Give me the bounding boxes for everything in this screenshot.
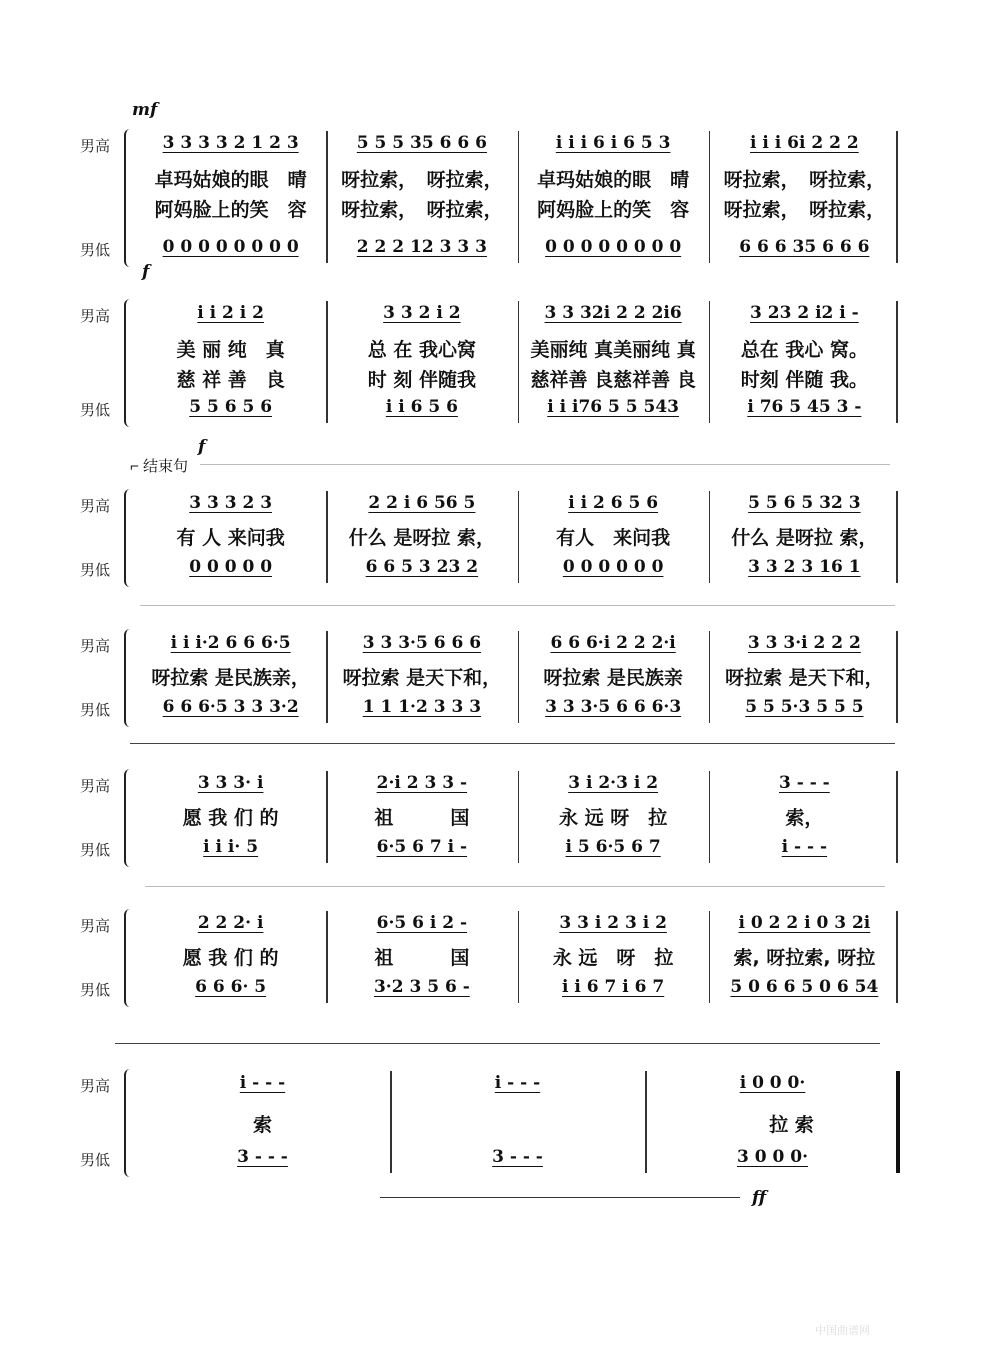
- lyrics1-row: [135, 1110, 900, 1137]
- measure: [135, 977, 326, 997]
- jianpu-notes: i i 6 7 i 6 7: [562, 977, 665, 997]
- jianpu-notes: 5 5 5 35 6 6 6: [356, 133, 487, 153]
- measure: [518, 837, 709, 857]
- lyric-text: 呀拉索， 呀拉索，: [341, 169, 503, 191]
- measure: [709, 237, 900, 257]
- jianpu-notes: 0 0 0 0 0 0 0 0: [545, 237, 682, 257]
- measure: [709, 335, 900, 362]
- lyric-text: 呀拉索 是民族亲，: [151, 667, 310, 689]
- measure: [709, 397, 900, 417]
- part-label-lower: 男低: [80, 702, 111, 719]
- barline: [326, 771, 328, 863]
- coda-line: [200, 464, 890, 465]
- jianpu-notes: 3 3 2 i 2: [383, 303, 461, 323]
- jianpu-notes: i - - -: [494, 1073, 541, 1093]
- measure: [709, 803, 900, 830]
- jianpu-notes: 0 0 0 0 0 0 0 0: [162, 237, 299, 257]
- measure: [518, 773, 709, 793]
- measure: [645, 1110, 900, 1137]
- lyric-text: 阿妈脸上的笑 容: [154, 199, 307, 221]
- measure: [709, 303, 900, 323]
- system-3: [80, 485, 900, 585]
- coda-label: ⌐ 结束句: [130, 458, 188, 475]
- system-2: [80, 295, 900, 425]
- system-7: [80, 1065, 900, 1175]
- measure: [709, 663, 900, 690]
- measure: [709, 633, 900, 653]
- measure: [326, 697, 517, 717]
- measure: [326, 133, 517, 153]
- measure: [709, 773, 900, 793]
- jianpu-notes: i i 2 6 5 6: [568, 493, 659, 513]
- lyric-text: 祖 国: [374, 947, 470, 969]
- barline: [709, 631, 711, 723]
- system-bracket: [124, 909, 132, 1007]
- part-label-lower: 男低: [80, 842, 111, 859]
- measure: [709, 977, 900, 997]
- part-label-upper: 男高: [80, 918, 111, 935]
- system-bracket: [124, 299, 132, 427]
- measure: [518, 335, 709, 362]
- measure: [518, 943, 709, 970]
- measure: [135, 557, 326, 577]
- lyric-text: 呀拉索， 呀拉索，: [341, 199, 503, 221]
- system-bracket: [124, 129, 132, 267]
- upper-row: [135, 1073, 900, 1093]
- system-bracket: [124, 769, 132, 867]
- jianpu-notes: 3 3 i 2 3 i 2: [559, 913, 667, 933]
- barline: [326, 631, 328, 723]
- barline: [896, 1071, 900, 1173]
- system-1: [80, 125, 900, 265]
- measure: [709, 837, 900, 857]
- lyric-text: 总在 我心 窝。: [740, 339, 868, 361]
- jianpu-notes: 3 3 3·5 6 6 6: [362, 633, 482, 653]
- jianpu-notes: 3 3 3 2 3: [189, 493, 273, 513]
- barline: [326, 491, 328, 583]
- measure: [326, 977, 517, 997]
- jianpu-notes: 1 1 1·2 3 3 3: [362, 697, 482, 717]
- lyric-text: 有人 来问我: [556, 527, 671, 549]
- jianpu-notes: i - - -: [239, 1073, 286, 1093]
- measure: [326, 663, 517, 690]
- measure: [135, 237, 326, 257]
- barline: [896, 631, 898, 723]
- measure: [645, 1073, 900, 1093]
- measure: [709, 557, 900, 577]
- barline: [518, 301, 520, 423]
- lyric-text: 愿 我 们 的: [182, 807, 279, 829]
- jianpu-notes: 0 0 0 0 0: [189, 557, 273, 577]
- jianpu-notes: 6 6 6·5 3 3 3·2: [162, 697, 299, 717]
- measure: [135, 133, 326, 153]
- measure: [135, 943, 326, 970]
- lyric-text: 慈祥善 良慈祥善 良: [530, 369, 696, 391]
- measure: [709, 165, 900, 192]
- lyric-text: 总 在 我心窝: [367, 339, 476, 361]
- jianpu-notes: 3 3 32i 2 2 2i6: [544, 303, 682, 323]
- measure: [135, 523, 326, 550]
- jianpu-notes: i 76 5 45 3 -: [747, 397, 862, 417]
- measure: [709, 493, 900, 513]
- jianpu-notes: i - - -: [781, 837, 828, 857]
- measure: [709, 943, 900, 970]
- measure: [518, 633, 709, 653]
- barline: [709, 131, 711, 263]
- measure: [709, 523, 900, 550]
- system-6: [80, 905, 900, 1005]
- measure: [326, 493, 517, 513]
- lyric-text: 美丽纯 真美丽纯 真: [530, 339, 696, 361]
- measure: [135, 397, 326, 417]
- jianpu-notes: 3 3 2 3 16 1: [748, 557, 861, 577]
- measure: [390, 1110, 645, 1137]
- jianpu-notes: 3 3 3·i 2 2 2: [747, 633, 861, 653]
- measure: [326, 365, 517, 392]
- barline: [896, 771, 898, 863]
- system-bracket: [124, 1069, 132, 1177]
- dynamic-ff: ff: [752, 1188, 767, 1208]
- part-label-upper: 男高: [80, 138, 111, 155]
- measure: [326, 335, 517, 362]
- measure: [326, 303, 517, 323]
- dynamic-f-1: f: [142, 262, 150, 282]
- barline: [518, 491, 520, 583]
- measure: [326, 803, 517, 830]
- measure: [390, 1147, 645, 1167]
- measure: [135, 697, 326, 717]
- divider: [145, 886, 885, 887]
- lyric-text: 呀拉索， 呀拉索，: [723, 199, 886, 221]
- lyric-text: 呀拉索， 呀拉索，: [723, 169, 886, 191]
- jianpu-notes: 5 0 6 6 5 0 6 54: [730, 977, 879, 997]
- jianpu-notes: 5 5 5·3 5 5 5: [745, 697, 864, 717]
- measure: [518, 697, 709, 717]
- measure: [135, 165, 326, 192]
- measure: [135, 335, 326, 362]
- measure: [135, 633, 326, 653]
- lyric-text: 呀拉索 是民族亲: [543, 667, 683, 689]
- jianpu-notes: 3 - - -: [492, 1147, 543, 1167]
- measure: [518, 165, 709, 192]
- jianpu-notes: i 0 2 2 i 0 3 2i: [738, 913, 871, 933]
- barline: [326, 131, 328, 263]
- measure: [518, 493, 709, 513]
- barline: [518, 911, 520, 1003]
- jianpu-notes: 3 0 0 0·: [737, 1147, 808, 1167]
- part-label-upper: 男高: [80, 1078, 111, 1095]
- part-label-lower: 男低: [80, 242, 111, 259]
- lyric-text: 卓玛姑娘的眼 晴: [154, 169, 307, 191]
- measure: [709, 365, 900, 392]
- divider: [140, 605, 895, 606]
- dynamic-mf: mf: [132, 100, 158, 120]
- measure: [709, 133, 900, 153]
- part-label-upper: 男高: [80, 308, 111, 325]
- crescendo-line: [380, 1197, 740, 1198]
- lyric-text: 永 远 呀 拉: [552, 947, 674, 969]
- jianpu-notes: 3 3 3 3 2 1 2 3: [162, 133, 299, 153]
- jianpu-notes: 6·5 6 i 2 -: [376, 913, 468, 933]
- measure: [326, 943, 517, 970]
- system-bracket: [124, 629, 132, 727]
- jianpu-notes: i i i 6 i 6 5 3: [555, 133, 671, 153]
- lyric-text: 卓玛姑娘的眼 晴: [537, 169, 690, 191]
- jianpu-notes: i 0 0 0·: [739, 1073, 806, 1093]
- barline: [518, 631, 520, 723]
- measure: [135, 837, 326, 857]
- measure: [518, 523, 709, 550]
- system-bracket: [124, 489, 132, 587]
- measure: [326, 237, 517, 257]
- lyric-text: 愿 我 们 的: [182, 947, 279, 969]
- measure: [518, 913, 709, 933]
- lyric-text: 拉 索: [731, 1114, 814, 1136]
- lower-row: [135, 1147, 900, 1167]
- part-label-lower: 男低: [80, 402, 111, 419]
- barline: [518, 771, 520, 863]
- jianpu-notes: 6 6 6·i 2 2 2·i: [550, 633, 676, 653]
- measure: [135, 1147, 390, 1167]
- measure: [645, 1147, 900, 1167]
- jianpu-notes: i i 6 5 6: [385, 397, 458, 417]
- measure: [709, 195, 900, 222]
- measure: [518, 977, 709, 997]
- measure: [518, 133, 709, 153]
- barline: [709, 771, 711, 863]
- measure: [709, 913, 900, 933]
- measure: [518, 663, 709, 690]
- barline: [326, 301, 328, 423]
- measure: [518, 557, 709, 577]
- jianpu-notes: i i i76 5 5 543: [547, 397, 680, 417]
- jianpu-notes: 6 6 6 35 6 6 6: [739, 237, 870, 257]
- jianpu-notes: 6 6 5 3 23 2: [365, 557, 479, 577]
- lyric-text: 呀拉索 是天下和，: [725, 667, 884, 689]
- part-label-upper: 男高: [80, 778, 111, 795]
- measure: [135, 803, 326, 830]
- measure: [135, 663, 326, 690]
- lyric-text: 祖 国: [374, 807, 470, 829]
- measure: [326, 837, 517, 857]
- jianpu-notes: i i i· 5: [203, 837, 259, 857]
- measure: [518, 237, 709, 257]
- measure: [518, 195, 709, 222]
- jianpu-notes: 3 - - -: [778, 773, 830, 793]
- jianpu-notes: 2 2 2 12 3 3 3: [356, 237, 487, 257]
- jianpu-notes: 5 5 6 5 32 3: [748, 493, 861, 513]
- system-4: [80, 625, 900, 725]
- lyric-text: 索: [252, 1114, 272, 1136]
- measure: [326, 633, 517, 653]
- measure: [135, 493, 326, 513]
- measure: [326, 913, 517, 933]
- measure: [326, 557, 517, 577]
- coda-label-text: 结束句: [142, 458, 188, 475]
- measure: [326, 195, 517, 222]
- measure: [390, 1073, 645, 1093]
- barline: [709, 491, 711, 583]
- jianpu-notes: 0 0 0 0 0 0: [562, 557, 664, 577]
- lyric-text: 有 人 来问我: [176, 527, 285, 549]
- measure: [326, 397, 517, 417]
- lyric-text: 美 丽 纯 真: [176, 339, 285, 361]
- jianpu-notes: i 5 6·5 6 7: [565, 837, 661, 857]
- jianpu-notes: i i 2 i 2: [197, 303, 264, 323]
- barline: [390, 1071, 392, 1173]
- lyric-text: 什么 是呀拉 索，: [348, 527, 495, 549]
- part-label-upper: 男高: [80, 638, 111, 655]
- part-label-lower: 男低: [80, 982, 111, 999]
- jianpu-notes: i i i·2 6 6 6·5: [170, 633, 291, 653]
- lyric-text: 阿妈脸上的笑 容: [537, 199, 690, 221]
- divider: [115, 1043, 880, 1044]
- measure: [518, 803, 709, 830]
- jianpu-notes: 3·2 3 5 6 -: [373, 977, 470, 997]
- jianpu-notes: 2·i 2 3 3 -: [376, 773, 468, 793]
- system-5: [80, 765, 900, 865]
- jianpu-notes: 2 2 i 6 56 5: [368, 493, 476, 513]
- lyric-text: 时刻 伴随 我。: [740, 369, 868, 391]
- part-label-lower: 男低: [80, 1152, 111, 1169]
- lyric-text: 呀拉索 是天下和，: [342, 667, 502, 689]
- lyric-text: 永 远 呀 拉: [559, 807, 668, 829]
- measure: [135, 303, 326, 323]
- measure: [518, 397, 709, 417]
- barline: [326, 911, 328, 1003]
- jianpu-notes: i i i 6i 2 2 2: [750, 133, 859, 153]
- barline: [645, 1071, 647, 1173]
- measure: [135, 195, 326, 222]
- jianpu-notes: 3 i 2·3 i 2: [568, 773, 659, 793]
- lyric-text: 索，: [785, 807, 824, 829]
- barline: [518, 131, 520, 263]
- watermark: 中国曲谱网: [815, 1324, 870, 1337]
- barline: [896, 491, 898, 583]
- measure: [518, 365, 709, 392]
- barline: [896, 131, 898, 263]
- measure: [709, 697, 900, 717]
- measure: [135, 1110, 390, 1137]
- measure: [326, 165, 517, 192]
- barline: [709, 301, 711, 423]
- measure: [326, 773, 517, 793]
- lyric-text: 时 刻 伴随我: [367, 369, 476, 391]
- jianpu-notes: 3 3 3·5 6 6 6·3: [545, 697, 682, 717]
- jianpu-notes: 6·5 6 7 i -: [376, 837, 468, 857]
- jianpu-notes: 3 - - -: [237, 1147, 288, 1167]
- measure: [518, 303, 709, 323]
- lyric-text: 索, 呀拉索, 呀拉: [733, 947, 876, 969]
- barline: [896, 911, 898, 1003]
- barline: [896, 301, 898, 423]
- measure: [326, 523, 517, 550]
- jianpu-notes: 2 2 2· i: [197, 913, 264, 933]
- jianpu-notes: 3 23 2 i2 i -: [750, 303, 859, 323]
- measure: [135, 365, 326, 392]
- part-label-lower: 男低: [80, 562, 111, 579]
- measure: [135, 1073, 390, 1093]
- dynamic-f-2: f: [198, 437, 206, 457]
- measure: [135, 913, 326, 933]
- barline: [709, 911, 711, 1003]
- measure: [135, 773, 326, 793]
- jianpu-notes: 6 6 6· 5: [195, 977, 267, 997]
- part-label-upper: 男高: [80, 498, 111, 515]
- lyric-text: 慈 祥 善 良: [176, 369, 285, 391]
- jianpu-notes: 5 5 6 5 6: [189, 397, 273, 417]
- lyric-text: 什么 是呀拉 索，: [731, 527, 878, 549]
- divider: [130, 743, 895, 744]
- jianpu-notes: 3 3 3· i: [197, 773, 264, 793]
